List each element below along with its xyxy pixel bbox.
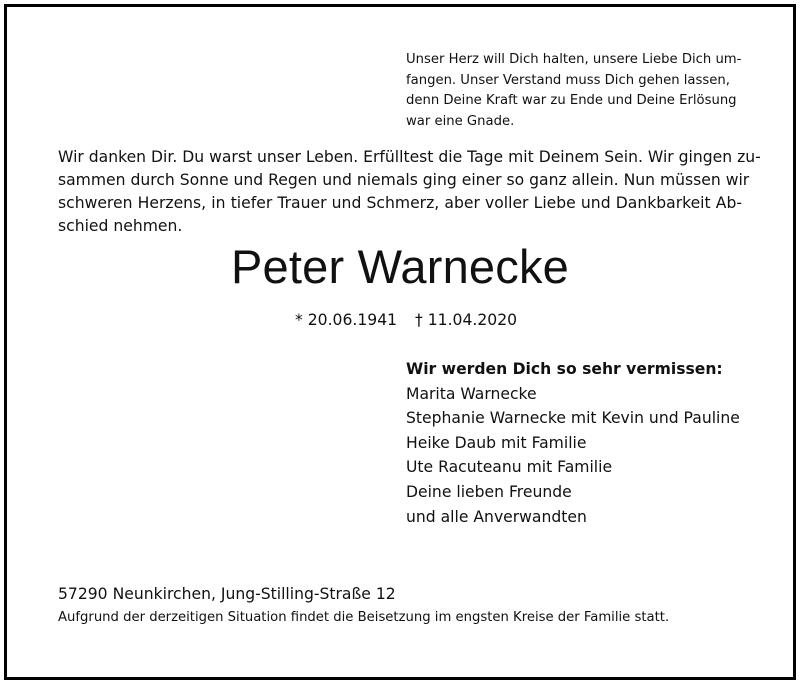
mourners-list	[406, 357, 740, 529]
poem-line: war eine Gnade.	[406, 113, 515, 129]
mourner-name: Stephanie Warnecke mit Kevin und Pauline	[406, 409, 740, 428]
burial-notice: Aufgrund der derzeitigen Situation findet die Beisetzung im engsten Kreise der Familie statt.	[58, 610, 670, 625]
mourner-name: Deine lieben Freunde	[406, 482, 572, 501]
intro-line: Wir danken Dir. Du warst unser Leben. Erfülltest die Tage mit Deinem Sein. Wir gingen zu-	[58, 148, 761, 166]
mourner-name: und alle Anverwandten	[406, 507, 587, 526]
mourners-heading: Wir werden Dich so sehr vermissen:	[406, 360, 723, 378]
death-date: † 11.04.2020	[415, 311, 518, 329]
deceased-name: Peter Warnecke	[230, 240, 570, 293]
birth-date: * 20.06.1941	[295, 311, 398, 329]
mourner-name: Ute Racuteanu mit Familie	[406, 458, 613, 477]
poem-line: denn Deine Kraft war zu Ende und Deine Erlösung	[406, 93, 737, 108]
poem-line: fangen. Unser Verstand muss Dich gehen lassen,	[406, 72, 730, 88]
poem-verse	[406, 50, 742, 132]
mourner-name: Heike Daub mit Familie	[406, 433, 587, 452]
intro-paragraph	[58, 146, 761, 238]
intro-line: schweren Herzens, in tiefer Trauer und Schmerz, aber voller Liebe und Dankbarkeit Ab-	[58, 194, 742, 212]
intro-line: schied nehmen.	[58, 217, 183, 235]
family-address: 57290 Neunkirchen, Jung-Stilling-Straße 12	[58, 585, 396, 603]
intro-line: sammen durch Sonne und Regen und niemals ging einer so ganz allein. Nun müssen wir	[58, 171, 750, 189]
mourner-name: Marita Warnecke	[406, 384, 537, 403]
poem-line: Unser Herz will Dich halten, unsere Liebe Dich um-	[406, 52, 742, 67]
